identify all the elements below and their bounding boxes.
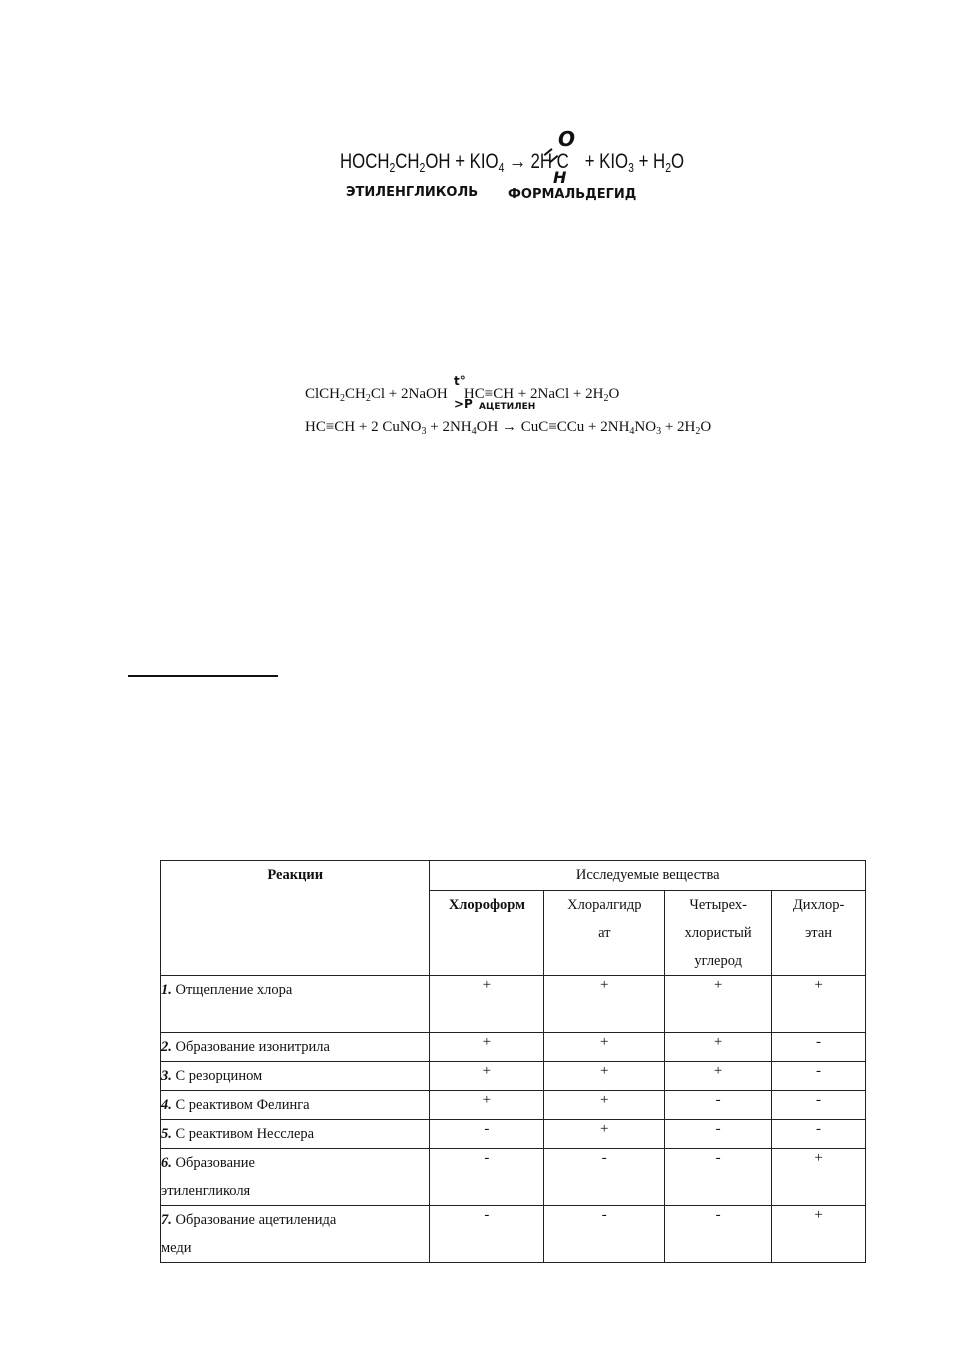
- reaction-name: 2. Образование изонитрила: [161, 1033, 430, 1062]
- carbonyl-oxygen: O: [558, 127, 576, 151]
- result-cell: -: [665, 1120, 772, 1149]
- reaction-name: 6. Образование этиленгликоля: [161, 1149, 430, 1206]
- substance-header: Хлороформ: [430, 891, 544, 976]
- reaction-name: 4. С реактивом Фелинга: [161, 1091, 430, 1120]
- table-row: [161, 1149, 866, 1206]
- result-cell: -: [430, 1206, 544, 1263]
- table-row: [161, 1120, 866, 1149]
- condition-temperature: t°: [454, 374, 466, 388]
- horizontal-rule: [128, 675, 278, 677]
- table-row: [161, 1206, 866, 1263]
- result-cell: +: [544, 1120, 665, 1149]
- result-cell: -: [544, 1206, 665, 1263]
- ethylene-glycol-label: ЭТИЛЕНГЛИКОЛЬ: [346, 185, 479, 200]
- substance-header: Четырех- хлористый углерод: [665, 891, 772, 976]
- acetylene-label: АЦЕТИЛЕН: [479, 402, 536, 412]
- result-cell: +: [665, 976, 772, 1033]
- result-cell: -: [772, 1120, 866, 1149]
- result-cell: +: [544, 1091, 665, 1120]
- result-cell: +: [430, 1033, 544, 1062]
- result-cell: -: [430, 1149, 544, 1206]
- table-row: [161, 976, 866, 1033]
- formaldehyde-label: ФОРМАЛЬДЕГИД: [508, 187, 637, 202]
- result-cell: +: [665, 1062, 772, 1091]
- result-cell: -: [544, 1149, 665, 1206]
- result-cell: +: [544, 1062, 665, 1091]
- table-row: [161, 1091, 866, 1120]
- result-cell: +: [772, 976, 866, 1033]
- equation-2: $ClCH_2CH_2Cl$ + 2NaOH HC≡CH + 2NaCl + $2H_2O$: [305, 386, 620, 404]
- result-cell: -: [665, 1206, 772, 1263]
- result-cell: -: [430, 1120, 544, 1149]
- header-reactions: Реакции: [161, 861, 430, 976]
- header-substances: Исследуемые вещества: [430, 861, 866, 891]
- equation-3: HC≡CH + 2 CuNO$_3$ + $2NH_4OH \to CuC\equiv CCu + 2NH_4NO_3 + 2H_2O$: [305, 419, 712, 437]
- result-cell: -: [772, 1033, 866, 1062]
- result-cell: +: [430, 976, 544, 1033]
- result-cell: +: [772, 1206, 866, 1263]
- result-cell: +: [544, 976, 665, 1033]
- result-cell: +: [430, 1062, 544, 1091]
- equation-1: $HOCH_2CH_2OH + KIO_4 \to 2H$ C + $KIO_3 + H_2O$: [340, 150, 685, 175]
- result-cell: +: [430, 1091, 544, 1120]
- carbonyl-hydrogen: H: [553, 168, 567, 187]
- result-cell: -: [665, 1091, 772, 1120]
- result-cell: -: [772, 1062, 866, 1091]
- table-row: [161, 1062, 866, 1091]
- substance-header: Хлоралгидр ат: [544, 891, 665, 976]
- condition-pressure: >P: [454, 397, 473, 411]
- result-cell: +: [544, 1033, 665, 1062]
- reaction-name: 1. Отщепление хлора: [161, 976, 430, 1033]
- reaction-name: 3. С резорцином: [161, 1062, 430, 1091]
- table-row: [161, 1033, 866, 1062]
- reaction-name: 7. Образование ацетиленида меди: [161, 1206, 430, 1263]
- result-cell: -: [665, 1149, 772, 1206]
- reaction-name: 5. С реактивом Несслера: [161, 1120, 430, 1149]
- results-table: [160, 860, 866, 1263]
- result-cell: +: [772, 1149, 866, 1206]
- substance-header: Дихлор- этан: [772, 891, 866, 976]
- result-cell: +: [665, 1033, 772, 1062]
- result-cell: -: [772, 1091, 866, 1120]
